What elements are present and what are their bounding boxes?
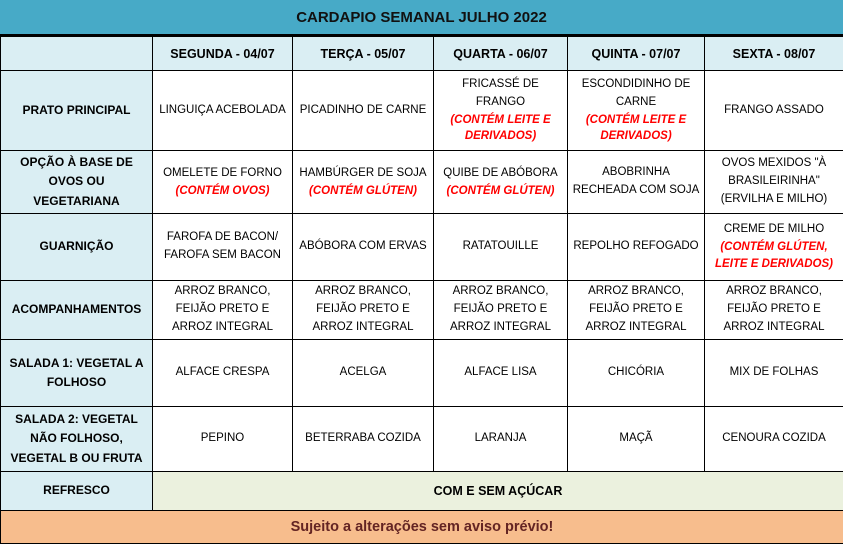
dish-name: ARROZ BRANCO, FEIJÃO PRETO E ARROZ INTEGRAL	[723, 285, 825, 333]
corner-cell	[1, 37, 153, 71]
page-title: CARDAPIO SEMANAL JULHO 2022	[0, 0, 843, 36]
allergen-note: (CONTÉM GLÚTEN)	[309, 184, 417, 197]
dish-name: PEPINO	[200, 432, 245, 445]
menu-cell	[153, 214, 293, 281]
menu-cell	[293, 71, 434, 151]
menu-cell	[293, 407, 434, 472]
menu-cell	[293, 281, 434, 340]
dish-name: ARROZ BRANCO, FEIJÃO PRETO E ARROZ INTEGRAL	[585, 285, 687, 333]
dish-name: MAÇÃ	[619, 432, 653, 445]
row-label-refresco: REFRESCO	[1, 472, 153, 511]
menu-cell	[705, 407, 843, 472]
menu-cell	[153, 407, 293, 472]
dish-name: ARROZ BRANCO, FEIJÃO PRETO E ARROZ INTEGRAL	[450, 285, 551, 333]
row-label: SALADA 2: VEGETAL NÃO FOLHOSO, VEGETAL B OU FRUTA	[1, 407, 153, 472]
menu-cell	[434, 71, 568, 151]
table-row	[1, 214, 843, 281]
menu-cell	[434, 151, 568, 214]
menu-cell	[293, 214, 434, 281]
day-header-row	[1, 37, 843, 71]
dish-name: FRICASSÉ DE FRANGO	[462, 78, 539, 108]
menu-cell	[153, 281, 293, 340]
table-row	[1, 340, 843, 407]
dish-name: CENOURA COZIDA	[722, 432, 826, 445]
menu-cell	[434, 214, 568, 281]
dish-name: ARROZ BRANCO, FEIJÃO PRETO E ARROZ INTEGRAL	[312, 285, 414, 333]
table-row	[1, 71, 843, 151]
dish-name: OMELETE DE FORNO	[163, 166, 282, 179]
dish-name: BETERRABA COZIDA	[305, 432, 421, 445]
day-header: QUARTA - 06/07	[434, 37, 568, 71]
menu-cell	[568, 151, 705, 214]
row-label: ACOMPANHAMENTOS	[1, 281, 153, 340]
menu-table	[0, 36, 843, 544]
table-row	[1, 407, 843, 472]
refresco-value: COM E SEM AÇÚCAR	[153, 472, 843, 511]
allergen-note: (CONTÉM LEITE E DERIVADOS)	[450, 113, 551, 143]
menu-cell	[568, 407, 705, 472]
day-header: QUINTA - 07/07	[568, 37, 705, 71]
dish-name: LINGUIÇA ACEBOLADA	[159, 103, 286, 116]
dish-name: ALFACE CRESPA	[175, 366, 270, 379]
dish-name: QUIBE DE ABÓBORA	[443, 166, 558, 179]
menu-cell	[568, 214, 705, 281]
menu-cell	[434, 281, 568, 340]
dish-name: ABÓBORA COM ERVAS	[299, 240, 427, 253]
table-row	[1, 281, 843, 340]
dish-name: FRANGO ASSADO	[724, 103, 824, 116]
dish-name: ABOBRINHA RECHEADA COM SOJA	[572, 166, 700, 196]
dish-name: ACELGA	[339, 366, 387, 379]
menu-cell	[568, 281, 705, 340]
menu-cell	[568, 340, 705, 407]
day-header: SEGUNDA - 04/07	[153, 37, 293, 71]
footer-note: Sujeito a alterações sem aviso prévio!	[1, 511, 843, 544]
day-header: SEXTA - 08/07	[705, 37, 843, 71]
dish-name: PICADINHO DE CARNE	[299, 103, 427, 116]
table-row-refresco	[1, 472, 843, 511]
menu-cell	[705, 340, 843, 407]
menu-cell	[293, 340, 434, 407]
menu-cell	[705, 151, 843, 214]
footer-row	[1, 511, 843, 544]
dish-name: MIX DE FOLHAS	[729, 366, 819, 379]
dish-name: RATATOUILLE	[462, 240, 539, 253]
row-label: OPÇÃO À BASE DE OVOS OU VEGETARIANA	[1, 151, 153, 214]
dish-name: ESCONDIDINHO DE CARNE	[581, 78, 691, 108]
menu-cell	[434, 407, 568, 472]
menu-cell	[705, 214, 843, 281]
row-label: GUARNIÇÃO	[1, 214, 153, 281]
dish-name: CHICÓRIA	[607, 366, 665, 379]
menu-cell	[153, 151, 293, 214]
menu-cell	[705, 281, 843, 340]
dish-name: FAROFA DE BACON/ FAROFA SEM BACON	[164, 231, 281, 261]
menu-cell	[705, 71, 843, 151]
dish-name: ALFACE LISA	[464, 366, 537, 379]
dish-name: CREME DE MILHO	[723, 223, 825, 236]
dish-name: ARROZ BRANCO, FEIJÃO PRETO E ARROZ INTEGRAL	[172, 285, 273, 333]
menu-cell	[153, 71, 293, 151]
dish-name: HAMBÚRGER DE SOJA	[299, 166, 427, 179]
allergen-note: (CONTÉM LEITE E DERIVADOS)	[585, 113, 687, 143]
row-label: SALADA 1: VEGETAL A FOLHOSO	[1, 340, 153, 407]
table-row	[1, 151, 843, 214]
menu-cell	[568, 71, 705, 151]
allergen-note: (CONTÉM GLÚTEN, LEITE E DERIVADOS)	[715, 241, 833, 270]
menu-cell	[293, 151, 434, 214]
dish-name: REPOLHO REFOGADO	[573, 240, 699, 253]
menu-rows	[1, 71, 843, 472]
menu-cell	[434, 340, 568, 407]
dish-name: LARANJA	[474, 432, 527, 445]
dish-name: OVOS MEXIDOS "À BRASILEIRINHA" (ERVILHA E MILHO)	[720, 157, 828, 205]
menu-cell	[153, 340, 293, 407]
row-label: PRATO PRINCIPAL	[1, 71, 153, 151]
allergen-note: (CONTÉM GLÚTEN)	[446, 184, 555, 197]
day-header: TERÇA - 05/07	[293, 37, 434, 71]
allergen-note: (CONTÉM OVOS)	[175, 184, 270, 197]
